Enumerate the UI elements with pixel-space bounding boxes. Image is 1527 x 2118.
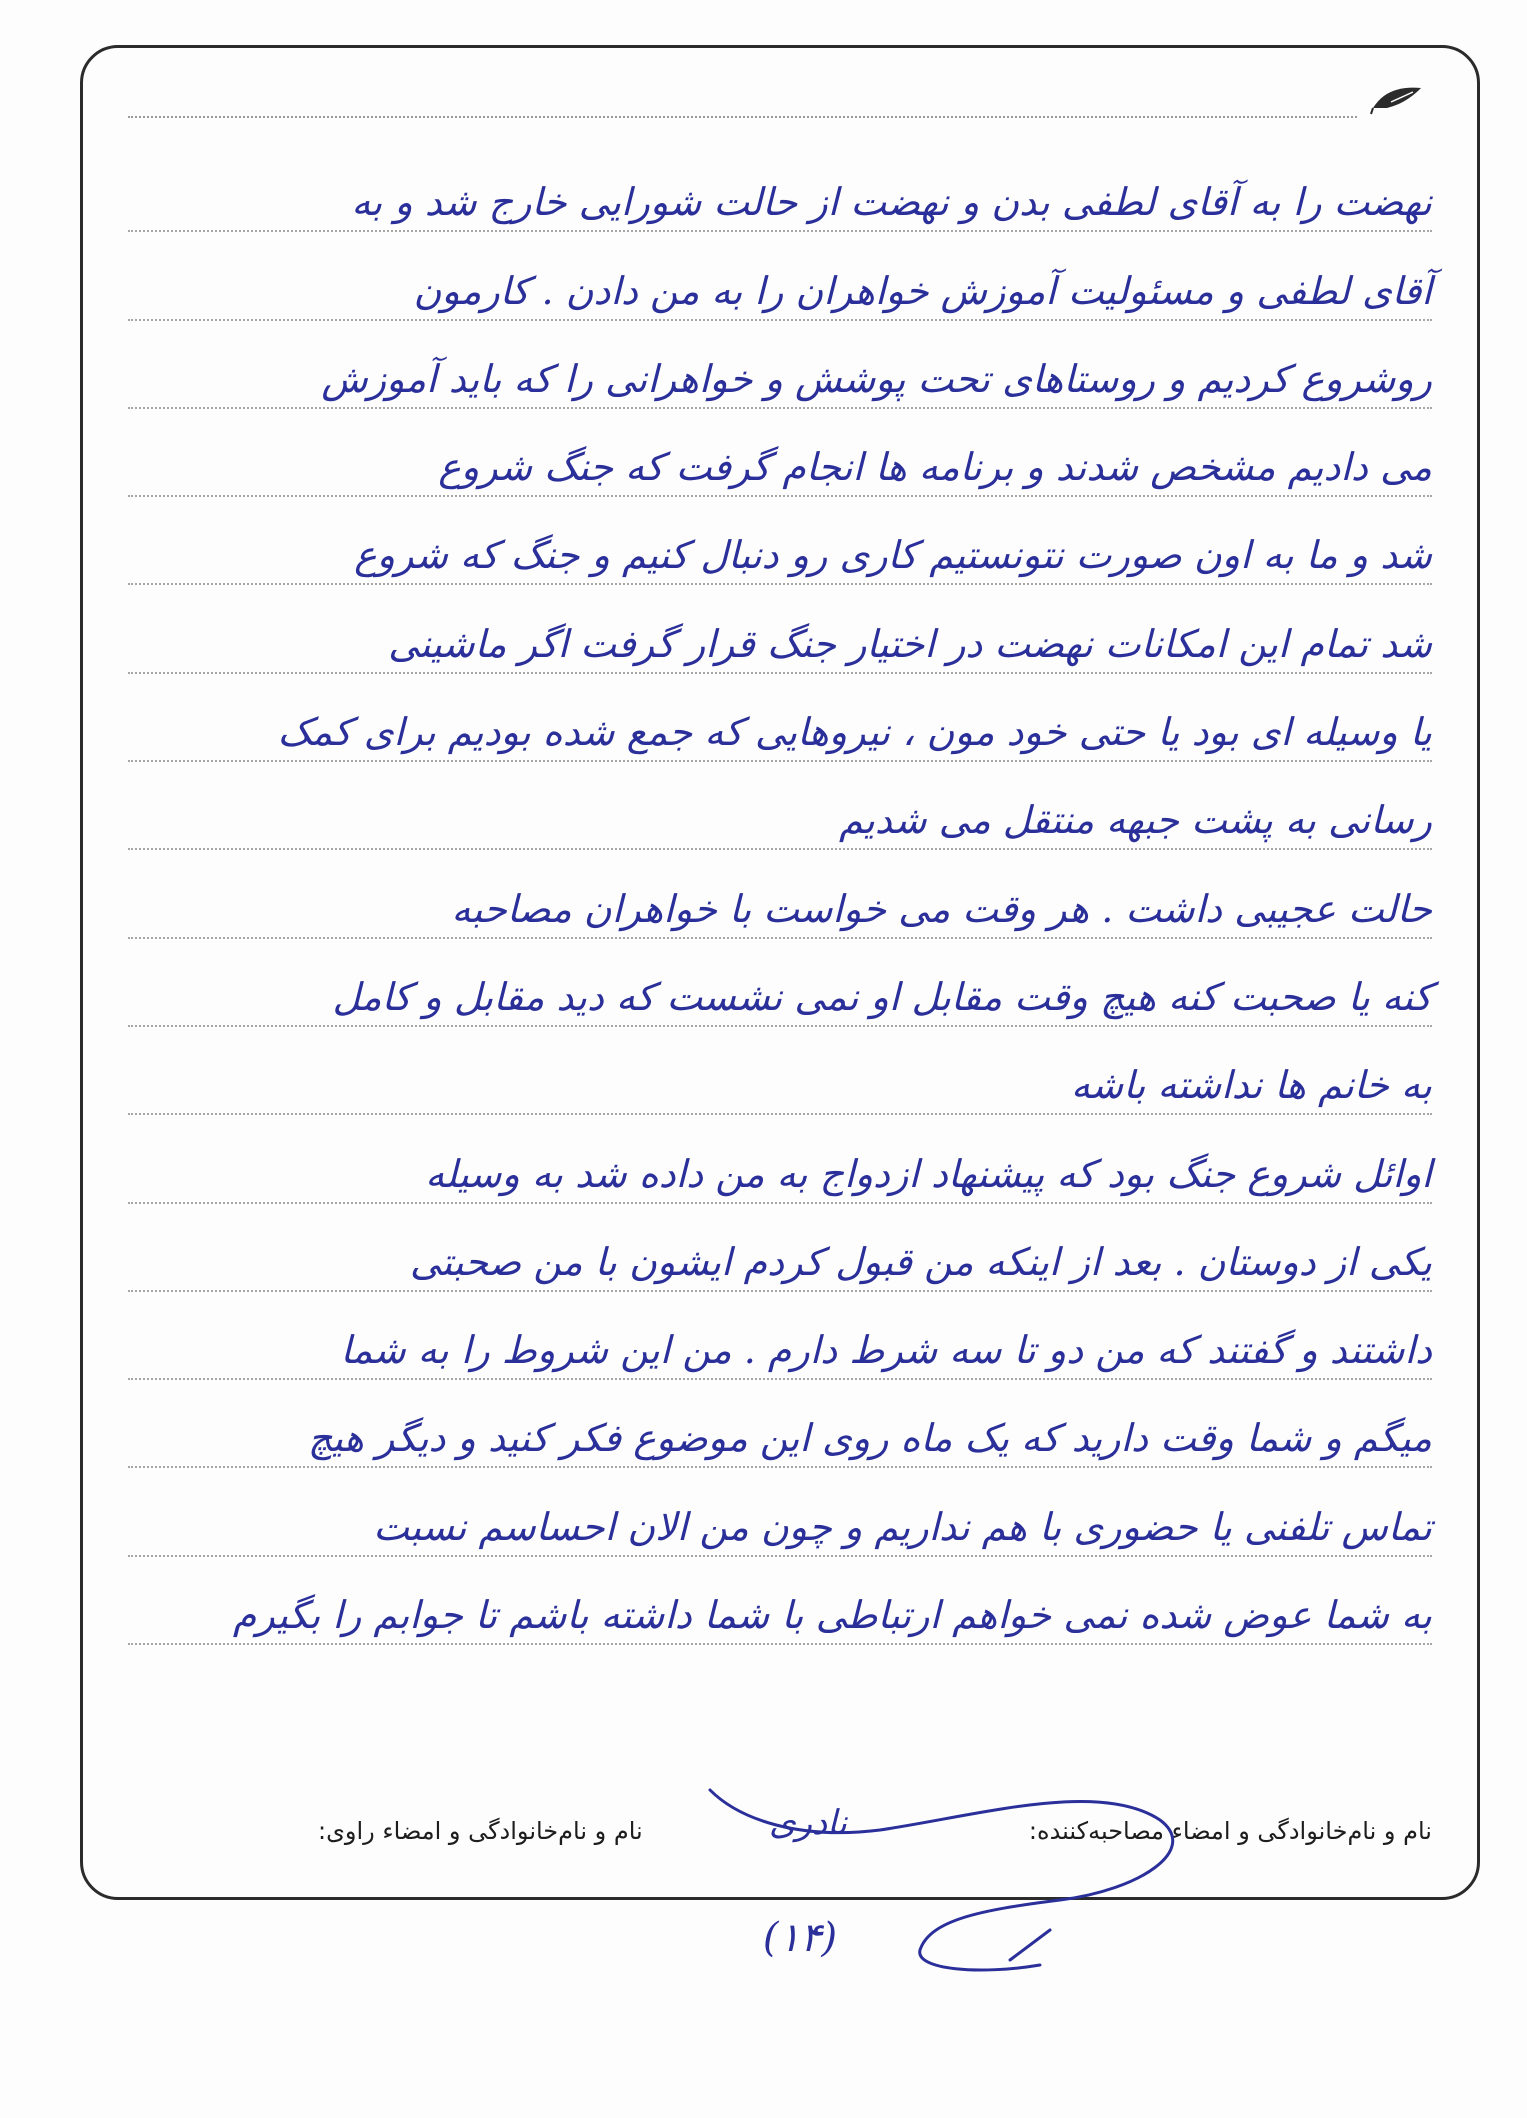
text-line xyxy=(128,1394,1432,1482)
handwritten-line: روشروع کردیم و روستاهای تحت پوشش و خواهرانی را که باید آموزش xyxy=(321,356,1432,401)
dotted-rule xyxy=(128,230,1432,232)
dotted-rule xyxy=(128,1555,1432,1557)
dotted-rule xyxy=(128,1378,1432,1380)
text-line xyxy=(128,688,1432,776)
text-line xyxy=(128,1306,1432,1394)
handwritten-line: حالت عجیبی داشت . هر وقت می خواست با خواهران مصاحبه xyxy=(451,886,1432,931)
dotted-rule xyxy=(128,1113,1432,1115)
handwritten-line: به شما عوض شده نمی خواهم ارتباطی با شما داشته باشم تا جوابم را بگیرم xyxy=(232,1593,1432,1638)
dotted-rule xyxy=(128,1643,1432,1645)
dotted-rule xyxy=(128,760,1432,762)
text-line xyxy=(128,776,1432,864)
handwritten-line: آقای لطفی و مسئولیت آموزش خواهران را به من دادن . کارمون xyxy=(413,268,1432,313)
text-line xyxy=(128,423,1432,511)
text-line xyxy=(128,158,1432,246)
top-dotted-rule xyxy=(128,116,1357,118)
text-line xyxy=(128,1129,1432,1217)
dotted-rule xyxy=(128,672,1432,674)
dotted-rule xyxy=(128,495,1432,497)
text-line xyxy=(128,1571,1432,1659)
dotted-rule xyxy=(128,1202,1432,1204)
text-line xyxy=(128,511,1432,599)
dotted-rule xyxy=(128,319,1432,321)
dotted-rule xyxy=(128,1025,1432,1027)
handwritten-line: یا وسیله ای بود یا حتی خود مون ، نیروهایی که جمع شده بودیم برای کمک xyxy=(277,710,1432,755)
narrator-signature-label: نام و نام‌خانوادگی و امضاء راوی: xyxy=(318,1817,643,1845)
text-line xyxy=(128,953,1432,1041)
handwritten-line: به خانم ها نداشته باشه xyxy=(1071,1063,1432,1108)
handwritten-line: داشتند و گفتند که من دو تا سه شرط دارم . من این شروط را به شما xyxy=(340,1328,1432,1373)
text-line xyxy=(128,335,1432,423)
page-number: (۱۴) xyxy=(762,1915,838,1961)
dotted-rule xyxy=(128,407,1432,409)
handwritten-text-body xyxy=(128,158,1432,1659)
handwritten-line: می دادیم مشخص شدند و برنامه ها انجام گرفت که جنگ شروع xyxy=(438,445,1432,490)
dotted-rule xyxy=(128,848,1432,850)
text-line xyxy=(128,246,1432,334)
text-line xyxy=(128,864,1432,952)
handwritten-line: شد تمام این امکانات نهضت در اختیار جنگ قرار گرفت اگر ماشینی xyxy=(388,621,1432,666)
text-line xyxy=(128,1041,1432,1129)
dotted-rule xyxy=(128,1466,1432,1468)
text-line xyxy=(128,599,1432,687)
interviewer-signature-label: نام و نام‌خانوادگی و امضاء مصاحبه‌کننده: xyxy=(1028,1817,1432,1845)
interviewer-signature: نادری xyxy=(769,1803,847,1843)
dotted-rule xyxy=(128,1290,1432,1292)
handwritten-line: شد و ما به اون صورت نتونستیم کاری رو دنبال کنیم و جنگ که شروع xyxy=(354,533,1432,578)
dotted-rule xyxy=(128,583,1432,585)
handwritten-line: اوائل شروع جنگ بود که پیشنهاد ازدواج به من داده شد به وسیله xyxy=(425,1151,1432,1196)
handwritten-line: تماس تلفنی یا حضوری با هم نداریم و چون من الان احساسم نسبت xyxy=(373,1504,1432,1549)
text-line xyxy=(128,1218,1432,1306)
page-border-frame xyxy=(80,45,1480,1900)
quill-pen-icon xyxy=(1369,82,1427,116)
handwritten-line: رسانی به پشت جبهه منتقل می شدیم xyxy=(838,798,1432,843)
handwritten-line: یکی از دوستان . بعد از اینکه من قبول کردم ایشون با من صحبتی xyxy=(409,1239,1432,1284)
handwritten-line: نهضت را به آقای لطفی بدن و نهضت از حالت شورایی خارج شد و به xyxy=(351,180,1432,225)
handwritten-line: کنه یا صحبت کنه هیچ وقت مقابل او نمی نشست که دید مقابل و کامل xyxy=(332,974,1432,1019)
dotted-rule xyxy=(128,937,1432,939)
handwritten-line: میگم و شما وقت دارید که یک ماه روی این موضوع فکر کنید و دیگر هیچ xyxy=(307,1416,1432,1461)
text-line xyxy=(128,1482,1432,1570)
